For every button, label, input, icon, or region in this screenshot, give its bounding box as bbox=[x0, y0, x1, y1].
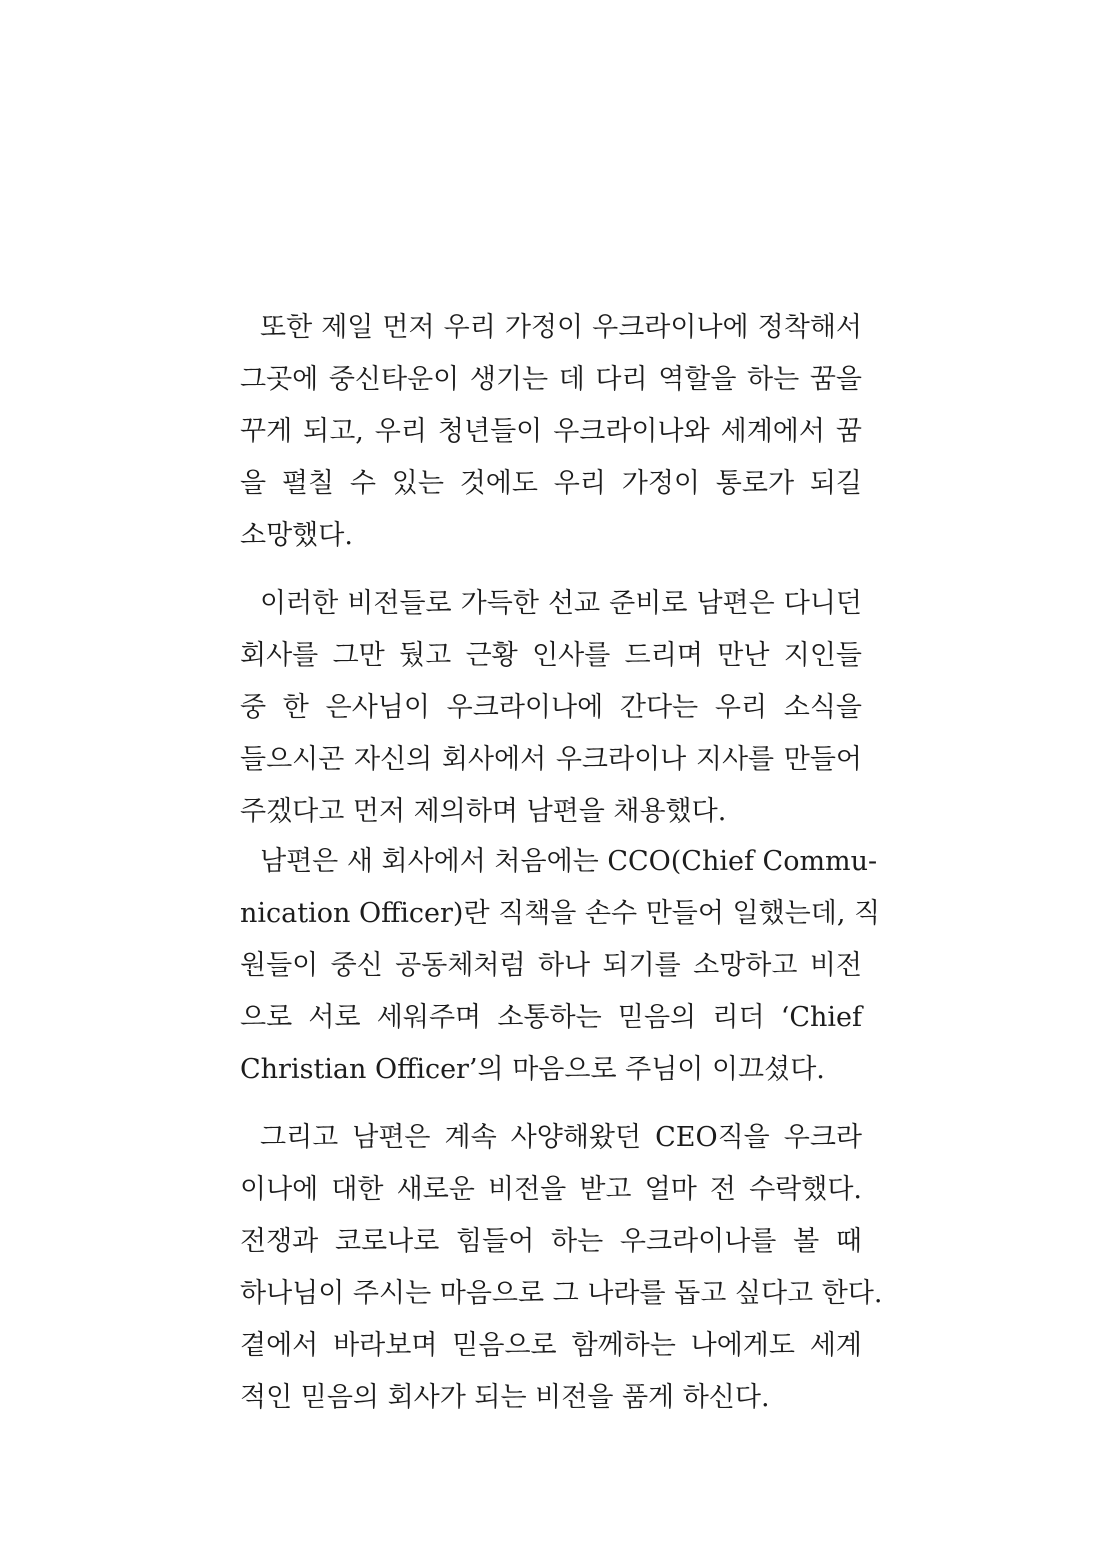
paragraph-3-line-3: 원들이 중신 공동체처럼 하나 되기를 소망하고 비전 bbox=[240, 950, 862, 981]
paragraph-2-line-4: 들으시곤 자신의 회사에서 우크라이나 지사를 만들어 bbox=[240, 744, 862, 775]
paragraph-3-line-4: 으로 서로 세워주며 소통하는 믿음의 리더 ‘Chief bbox=[240, 1002, 862, 1033]
document-page bbox=[240, 300, 883, 1420]
paragraph-2-line-5: 주겠다고 먼저 제의하며 남편을 채용했다. bbox=[240, 796, 727, 827]
paragraph-2-line-1: 이러한 비전들로 가득한 선교 준비로 남편은 다니던 bbox=[260, 588, 862, 619]
paragraph-1-line-5: 소망했다. bbox=[240, 520, 353, 551]
paragraph-4-line-3: 전쟁과 코로나로 힘들어 하는 우크라이나를 볼 때 bbox=[240, 1226, 862, 1257]
paragraph-3-line-1: 남편은 새 회사에서 처음에는 CCO(Chief Commu- bbox=[260, 846, 878, 877]
paragraph-1-line-2: 그곳에 중신타운이 생기는 데 다리 역할을 하는 꿈을 bbox=[240, 364, 862, 395]
paragraph-2-line-3: 중 한 은사님이 우크라이나에 간다는 우리 소식을 bbox=[240, 692, 862, 723]
paragraph-4-line-2: 이나에 대한 새로운 비전을 받고 얼마 전 수락했다. bbox=[240, 1174, 862, 1205]
paragraph-4-line-1: 그리고 남편은 계속 사양해왔던 CEO직을 우크라 bbox=[260, 1122, 862, 1153]
paragraph-4-line-6: 적인 믿음의 회사가 되는 비전을 품게 하신다. bbox=[240, 1382, 770, 1413]
paragraph-2-line-2: 회사를 그만 뒀고 근황 인사를 드리며 만난 지인들 bbox=[240, 640, 862, 671]
paragraph-3-line-2: nication Officer)란 직책을 손수 만들어 일했는데, 직 bbox=[240, 898, 881, 929]
paragraph-1-line-3: 꾸게 되고, 우리 청년들이 우크라이나와 세계에서 꿈 bbox=[240, 416, 862, 447]
paragraph-1-line-1: 또한 제일 먼저 우리 가정이 우크라이나에 정착해서 bbox=[260, 312, 862, 343]
paragraph-4-line-5: 곁에서 바라보며 믿음으로 함께하는 나에게도 세계 bbox=[240, 1330, 862, 1361]
paragraph-3-line-5: Christian Officer’의 마음으로 주님이 이끄셨다. bbox=[240, 1054, 825, 1085]
paragraph-1-line-4: 을 펼칠 수 있는 것에도 우리 가정이 통로가 되길 bbox=[240, 468, 862, 499]
paragraph-4-line-4: 하나님이 주시는 마음으로 그 나라를 돕고 싶다고 한다. bbox=[240, 1278, 883, 1309]
